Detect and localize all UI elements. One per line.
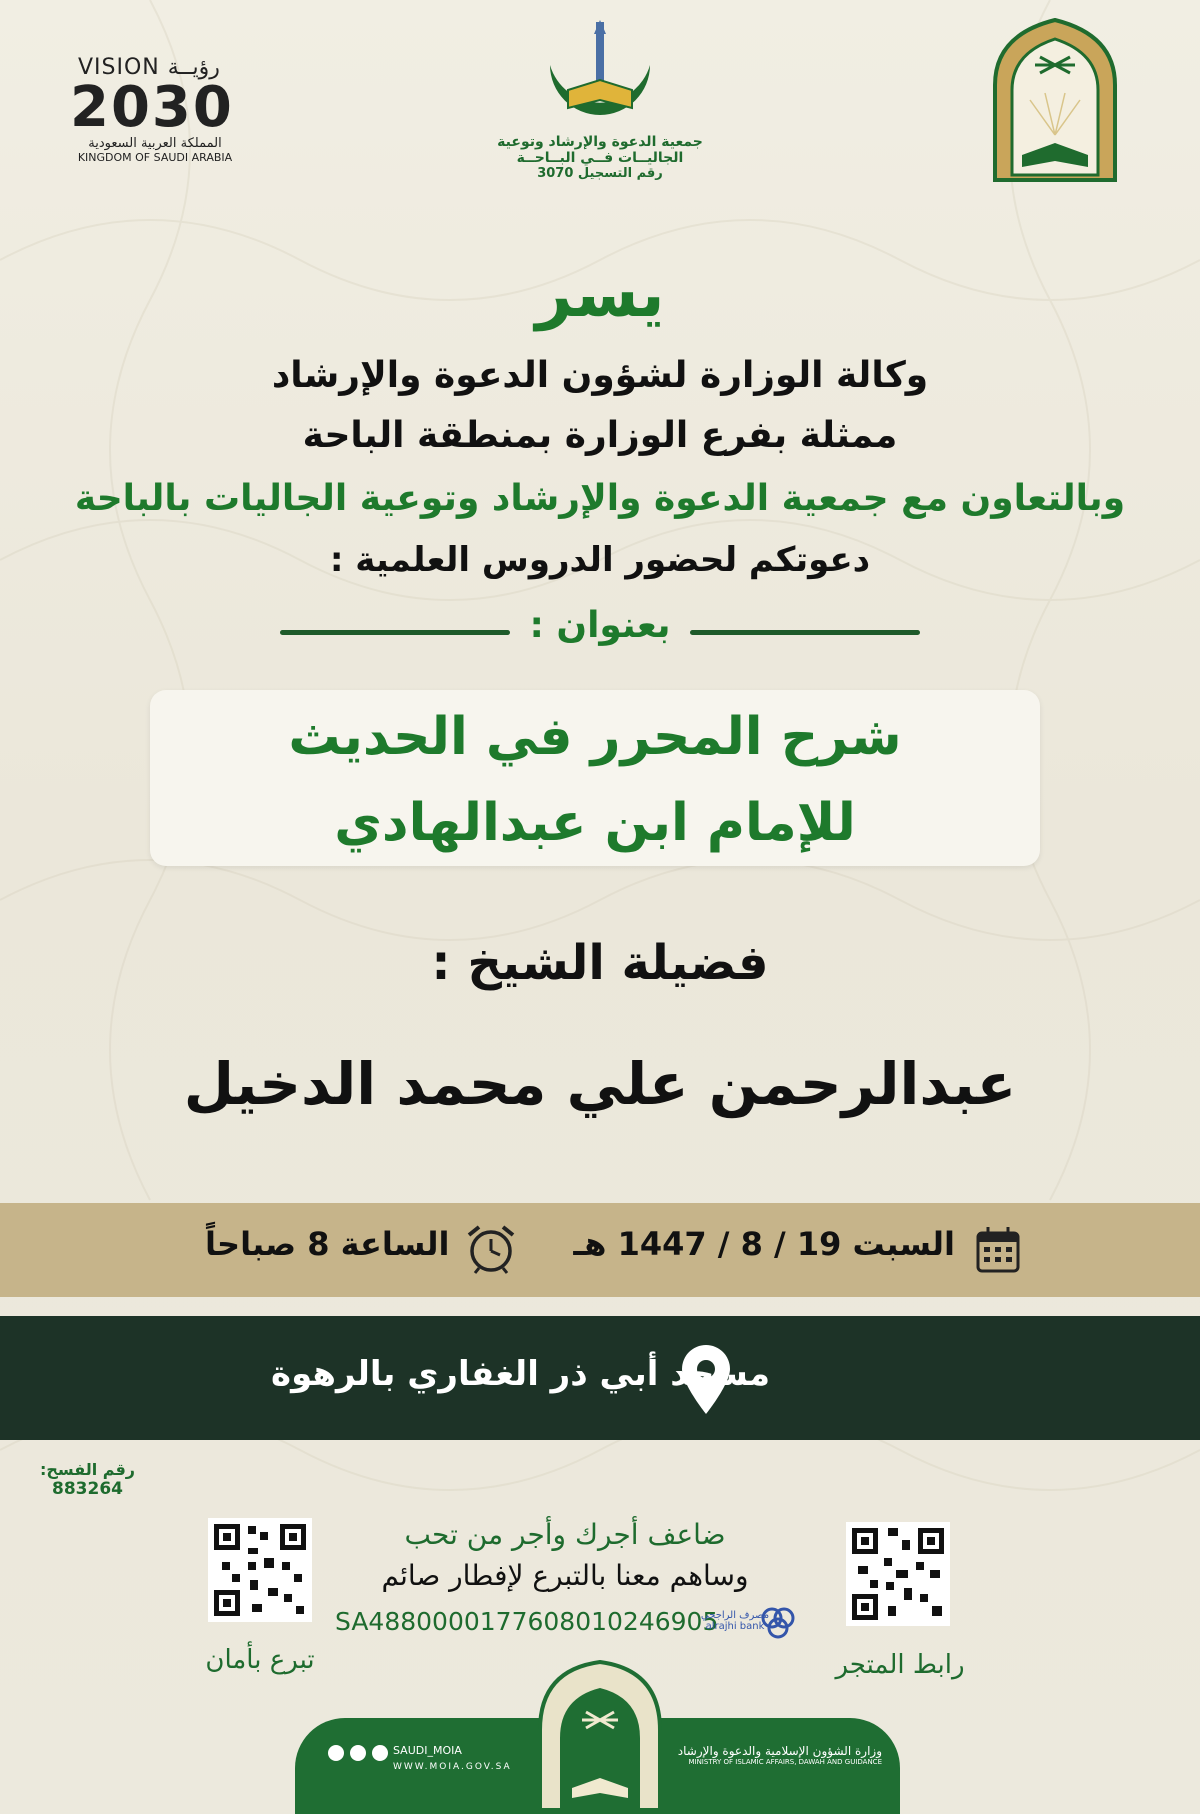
vision-country-en: KINGDOM OF SAUDI ARABIA: [77, 151, 233, 164]
title-label: بعنوان :: [529, 605, 671, 646]
iban-number: SA4880000177608010246905: [335, 1607, 719, 1636]
location-band: [0, 1316, 1200, 1440]
topic-line-1: شرح المحرر في الحديث: [288, 707, 902, 767]
divider-left: [280, 630, 510, 635]
footer-ministry-en: MINISTRY OF ISLAMIC AFFAIRS, DAWAH AND GUIDANCE: [688, 1758, 882, 1766]
social-icons[interactable]: [327, 1744, 391, 1762]
sheikh-label: فضيلة الشيخ :: [431, 935, 769, 991]
qr-icon: [208, 1518, 312, 1622]
footer-ministry-ar: وزارة الشؤون الإسلامية والدعوة والإرشاد: [677, 1744, 882, 1758]
store-qr-caption: رابط المتجر: [835, 1650, 965, 1680]
permit-number: 883264: [52, 1479, 123, 1499]
ministry-arch-logo: [990, 15, 1120, 185]
alrajhi-bank-icon: [760, 1606, 796, 1640]
qr-icon: [846, 1522, 950, 1626]
donation-line-2: وساهم معنا بالتبرع لإفطار صائم: [381, 1559, 749, 1592]
footer-website[interactable]: WWW.MOIA.GOV.SA: [393, 1762, 512, 1772]
topic-box: [150, 690, 1040, 866]
yusr-heading: يسر: [535, 258, 665, 332]
title-label-row: [0, 605, 1200, 655]
divider-right: [690, 630, 920, 635]
event-time: الساعة 8 صباحاً: [205, 1225, 450, 1263]
donation-message: [330, 1518, 800, 1592]
intro-line-1: وكالة الوزارة لشؤون الدعوة والإرشاد: [271, 355, 929, 396]
intro-line-2: ممثلة بفرع الوزارة بمنطقة الباحة: [302, 415, 898, 456]
calendar-icon: [976, 1227, 1020, 1273]
crescent-book-icon: [530, 20, 670, 130]
vision-country-ar: المملكة العربية السعودية: [88, 136, 222, 151]
donate-qr-code[interactable]: [208, 1518, 312, 1622]
donate-qr-caption: تبرع بأمان: [205, 1645, 315, 1675]
vision-2030-logo: [70, 55, 260, 175]
footer-ministry-text: [678, 1744, 882, 1766]
topic-line-2: للإمام ابن عبدالهادي: [334, 793, 856, 853]
event-date: السبت 19 / 8 / 1447 هـ: [573, 1225, 955, 1263]
vision-word-en: VISION: [78, 55, 160, 80]
location-text: مسجد أبي ذر الغفاري بالرهوة: [271, 1354, 770, 1394]
bank-name-en: alrajhi bank: [705, 1621, 765, 1632]
intro-line-3: وبالتعاون مع جمعية الدعوة والإرشاد وتوعية الجاليات بالباحة: [74, 478, 1126, 519]
schedule-band: [0, 1203, 1200, 1297]
vision-word-ar: رؤيــة: [167, 55, 220, 80]
association-name-line2: الجاليــات فــي البــاحــة: [516, 150, 684, 166]
sheikh-name: عبدالرحمن علي محمد الدخيل: [183, 1050, 1017, 1118]
alarm-clock-icon: [465, 1223, 517, 1275]
footer-ministry-logo: [530, 1660, 670, 1810]
permit-label: رقم الفسح:: [39, 1460, 136, 1479]
permit-number-block: [25, 1460, 150, 1499]
association-registration: رقم التسجيل 3070: [537, 166, 663, 181]
bank-name-ar: مصرف الراجحي: [700, 1610, 770, 1621]
donation-line-1: ضاعف أجرك وأجر من تحب: [404, 1518, 726, 1551]
store-qr-code[interactable]: [846, 1522, 950, 1626]
footer-handle[interactable]: SAUDI_MOIA: [393, 1744, 462, 1757]
association-logo: [470, 20, 730, 181]
intro-line-4: دعوتكم لحضور الدروس العلمية :: [329, 540, 871, 580]
vision-year: 2030: [70, 75, 234, 140]
association-name-line1: جمعية الدعوة والإرشاد وتوعية: [497, 134, 703, 150]
